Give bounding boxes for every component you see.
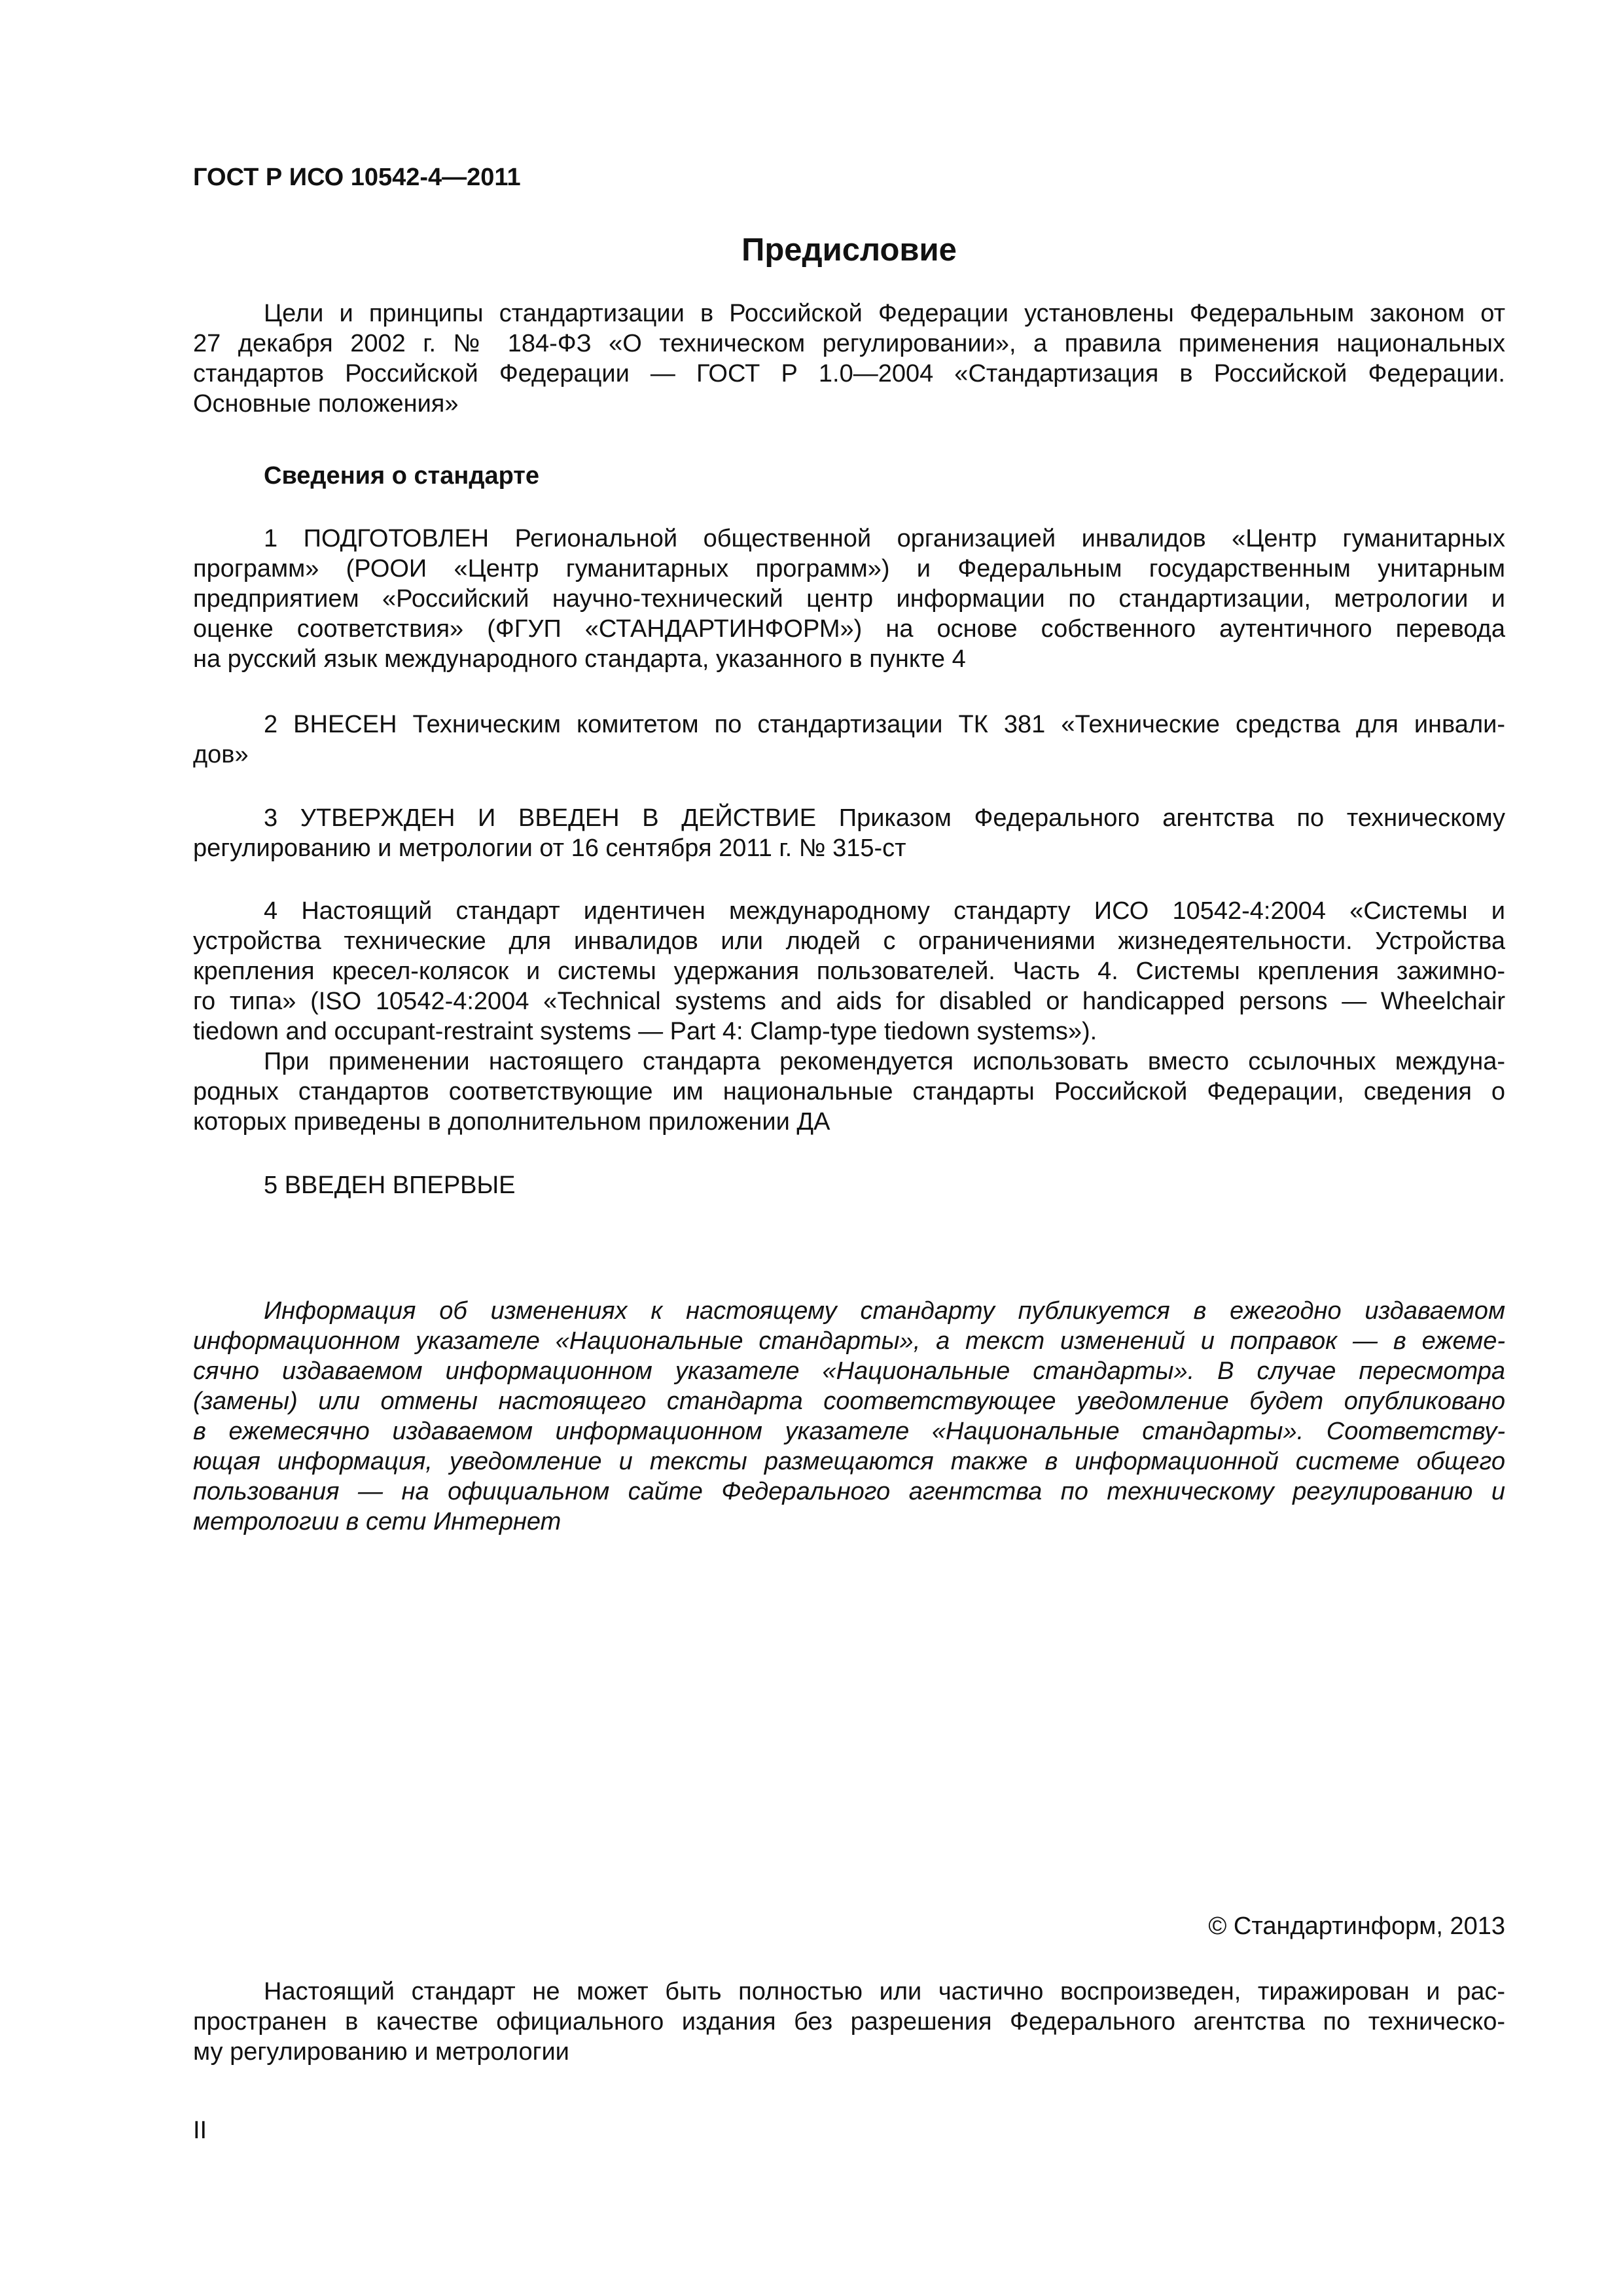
text-line: tiedown and occupant-restraint systems — Part 4: Clamp-type tiedown systems»). [193, 1018, 1097, 1045]
text-line: пользования — на официальном сайте Федерального агентства по техническому регулированию и [193, 1478, 1505, 1505]
item-4-paragraph [193, 896, 1505, 1047]
page-number: II [193, 2117, 207, 2144]
text-line: родных стандартов соответствующие им национальные стандарты Российской Федерации, сведения о [193, 1078, 1505, 1105]
text-line: Настоящий стандарт не может быть полностью или частично воспроизведен, тиражирован и рас- [264, 1978, 1505, 2005]
page-title: Предисловие [741, 232, 957, 268]
reproduction-restriction [193, 1977, 1505, 2067]
text-line: ющая информация, уведомление и тексты размещаются также в информационной системе общего [193, 1448, 1505, 1475]
item-2-paragraph [193, 709, 1505, 770]
text-line: 27 декабря 2002 г. № 184-ФЗ «О техническом регулировании», а правила применения национальных [193, 330, 1505, 357]
text-line: крепления кресел-колясок и системы удержания пользователей. Часть 4. Системы крепления зажимно- [193, 958, 1505, 985]
text-line: 3 УТВЕРЖДЕН И ВВЕДЕН В ДЕЙСТВИЕ Приказом Федерального агентства по техническому [264, 804, 1505, 832]
text-line: регулированию и метрологии от 16 сентября 2011 г. № 315-ст [193, 834, 906, 862]
text-line: При применении настоящего стандарта рекомендуется использовать вместо ссылочных междуна- [264, 1048, 1505, 1075]
text-line: информационном указателе «Национальные стандарты», а текст изменений и поправок — в ежеме- [193, 1327, 1505, 1355]
text-line: на русский язык международного стандарта, указанного в пункте 4 [193, 645, 966, 673]
text-line: пространен в качестве официального издания без разрешения Федерального агентства по техническо- [193, 2008, 1505, 2036]
text-line: сячно издаваемом информационном указателе «Национальные стандарты». В случае пересмотра [193, 1357, 1505, 1385]
text-line: предприятием «Российский научно-технический центр информации по стандартизации, метрологии и [193, 585, 1505, 613]
text-line: Основные положения» [193, 390, 459, 418]
text-line: 5 ВВЕДЕН ВПЕРВЫЕ [264, 1172, 516, 1199]
text-line: му регулированию и метрологии [193, 2038, 569, 2066]
amendments-notice [193, 1296, 1505, 1537]
references-paragraph [193, 1047, 1505, 1137]
text-line: 2 ВНЕСЕН Техническим комитетом по стандартизации ТК 381 «Технические средства для инвали- [264, 711, 1505, 738]
item-3-paragraph [193, 803, 1505, 863]
text-line: которых приведены в дополнительном приложении ДА [193, 1108, 830, 1136]
text-line: стандартов Российской Федерации — ГОСТ Р 1.0—2004 «Стандартизация в Российской Федерации. [193, 360, 1505, 387]
copyright-notice: © Стандартинформ, 2013 [1208, 1912, 1505, 1940]
text-line: устройства технические для инвалидов или людей с ограничениями жизнедеятельности. Устройства [193, 927, 1505, 955]
section-heading: Сведения о стандарте [264, 462, 540, 490]
text-line: дов» [193, 741, 249, 768]
text-line: Цели и принципы стандартизации в Российской Федерации установлены Федеральным законом от [264, 300, 1505, 327]
text-line: го типа» (ISO 10542-4:2004 «Technical systems and aids for disabled or handicapped persons — Wheelchair [193, 988, 1505, 1015]
text-line: 4 Настоящий стандарт идентичен международному стандарту ИСО 10542-4:2004 «Системы и [264, 897, 1505, 925]
text-line: Информация об изменениях к настоящему стандарту публикуется в ежегодно издаваемом [264, 1297, 1505, 1325]
item-5-paragraph [193, 1170, 1505, 1200]
text-line: 1 ПОДГОТОВЛЕН Региональной общественной организацией инвалидов «Центр гуманитарных [264, 525, 1505, 552]
item-1-paragraph [193, 524, 1505, 674]
text-line: программ» (РООИ «Центр гуманитарных программ») и Федеральным государственным унитарным [193, 555, 1505, 583]
text-line: оценке соответствия» (ФГУП «СТАНДАРТИНФОРМ») на основе собственного аутентичного перевода [193, 615, 1505, 643]
text-line: метрологии в сети Интернет [193, 1508, 562, 1535]
document-code-header: ГОСТ Р ИСО 10542-4—2011 [193, 164, 521, 191]
text-line: в ежемесячно издаваемом информационном указателе «Национальные стандарты». Соответству- [193, 1418, 1505, 1445]
text-line: (замены) или отмены настоящего стандарта соответствующее уведомление будет опубликовано [193, 1388, 1505, 1415]
intro-paragraph [193, 298, 1505, 419]
